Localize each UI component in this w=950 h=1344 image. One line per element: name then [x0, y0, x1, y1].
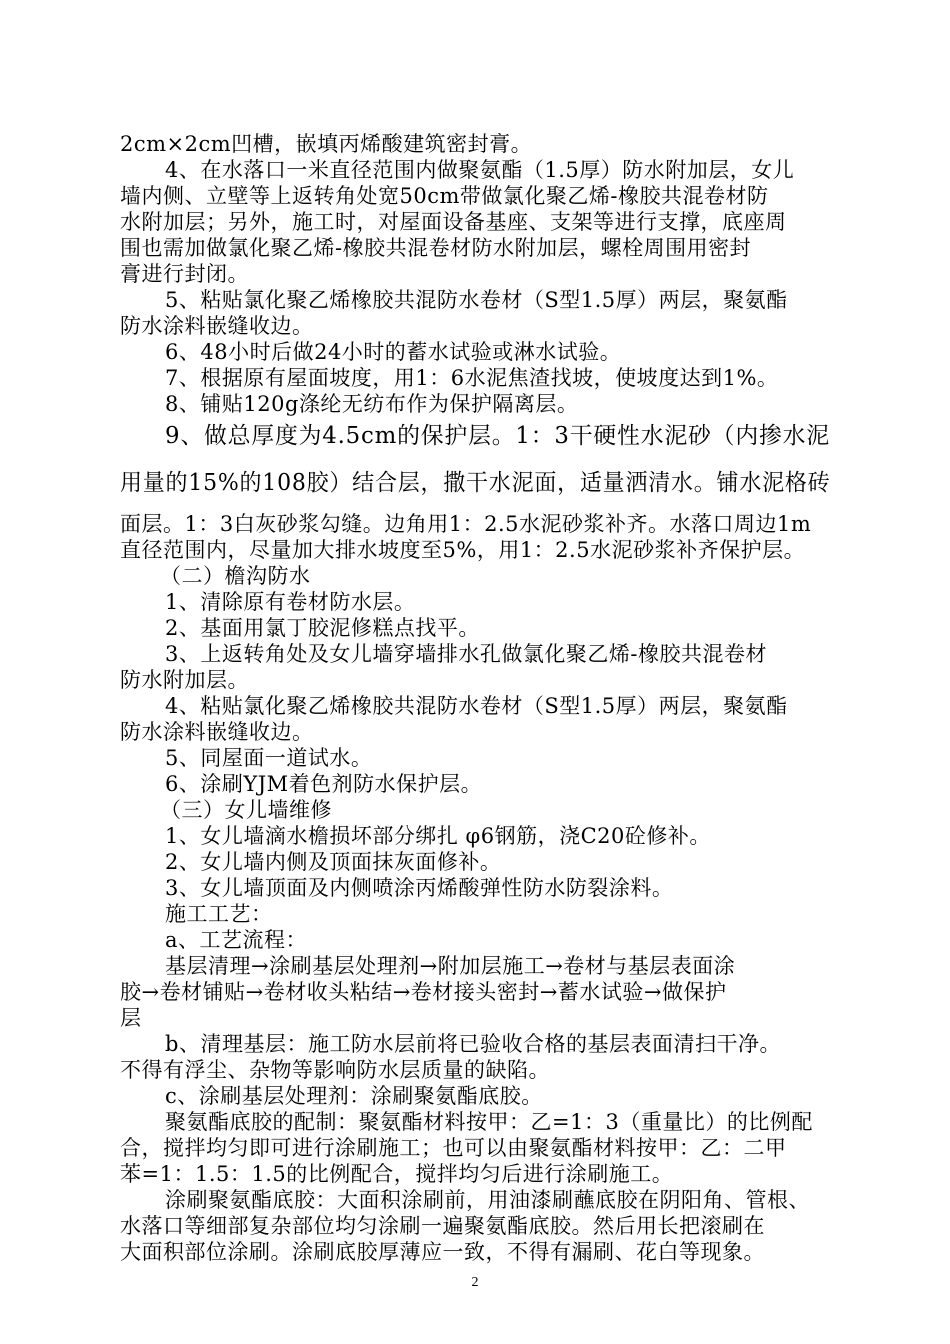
text-line: 面层。1：3白灰砂浆勾缝。边角用1：2.5水泥砂浆补齐。水落口周边1m [120, 512, 812, 536]
text-line: 不得有浮尘、杂物等影响防水层质量的缺陷。 [120, 1058, 550, 1082]
section-heading: （三）女儿墙维修 [160, 798, 332, 822]
text-line: 直径范围内，尽量加大排水坡度至5%，用1：2.5水泥砂浆补齐保护层。 [120, 538, 806, 562]
text-line: 1、女儿墙滴水檐损坏部分绑扎 φ6钢筋，浇C20砼修补。 [165, 824, 711, 848]
text-line: 8、铺贴120g涤纶无纺布作为保护隔离层。 [165, 392, 579, 416]
text-line: 水附加层；另外，施工时，对屋面设备基座、支架等进行支撑，底座周 [120, 210, 787, 234]
text-line: 2、女儿墙内侧及顶面抹灰面修补。 [165, 850, 502, 874]
text-line: 围也需加做氯化聚乙烯-橡胶共混卷材防水附加层，螺栓周围用密封 [120, 236, 752, 260]
text-line: 大面积部位涂刷。涂刷底胶厚薄应一致，不得有漏刷、花白等现象。 [120, 1240, 765, 1264]
text-line: 6、48小时后做24小时的蓄水试验或淋水试验。 [165, 340, 622, 364]
text-line: 苯=1：1.5：1.5的比例配合，搅拌均匀后进行涂刷施工。 [120, 1162, 674, 1186]
text-line: 防水附加层。 [120, 668, 249, 692]
text-line: 水落口等细部复杂部位均匀涂刷一遍聚氨酯底胶。然后用长把滚刷在 [120, 1214, 765, 1238]
text-line: a、工艺流程： [165, 928, 308, 952]
text-line: 基层清理→涂刷基层处理剂→附加层施工→卷材与基层表面涂 [165, 954, 736, 978]
text-line: 胶→卷材铺贴→卷材收头粘结→卷材接头密封→蓄水试验→做保护 [120, 980, 727, 1004]
text-line: 施工工艺： [165, 902, 273, 926]
section-heading: （二）檐沟防水 [160, 564, 311, 588]
text-line: 用量的15%的108胶）结合层，撒干水泥面，适量洒清水。铺水泥格砖 [120, 470, 831, 496]
text-line: 1、清除原有卷材防水层。 [165, 590, 416, 614]
text-line: 4、粘贴氯化聚乙烯橡胶共混防水卷材（S型1.5厚）两层，聚氨酯 [165, 694, 788, 718]
text-line: 聚氨酯底胶的配制：聚氨酯材料按甲：乙=1：3（重量比）的比例配 [165, 1110, 813, 1134]
text-line: 防水涂料嵌缝收边。 [120, 314, 314, 338]
text-line: 2、基面用氯丁胶泥修糕点找平。 [165, 616, 480, 640]
page-number: 2 [471, 1275, 479, 1290]
text-line: 7、根据原有屋面坡度，用1：6水泥焦渣找坡，使坡度达到1%。 [165, 366, 779, 390]
text-line: 5、同屋面一道试水。 [165, 746, 373, 770]
text-line: 4、在水落口一米直径范围内做聚氨酯（1.5厚）防水附加层，女儿 [165, 158, 795, 182]
text-line: 涂刷聚氨酯底胶：大面积涂刷前，用油漆刷蘸底胶在阴阳角、管根、 [165, 1188, 810, 1212]
text-line: 2cm×2cm凹槽，嵌填丙烯酸建筑密封膏。 [120, 132, 533, 156]
text-line: 层 [120, 1006, 142, 1030]
text-line: 6、涂刷YJM着色剂防水保护层。 [165, 772, 483, 796]
text-line: 膏进行封闭。 [120, 262, 249, 286]
text-line: 3、女儿墙顶面及内侧喷涂丙烯酸弹性防水防裂涂料。 [165, 876, 674, 900]
text-line: 防水涂料嵌缝收边。 [120, 720, 314, 744]
text-line: b、清理基层：施工防水层前将已验收合格的基层表面清扫干净。 [165, 1032, 781, 1056]
text-line: 合，搅拌均匀即可进行涂刷施工；也可以由聚氨酯材料按甲：乙：二甲 [120, 1136, 787, 1160]
text-line: 3、上返转角处及女儿墙穿墙排水孔做氯化聚乙烯-橡胶共混卷材 [165, 642, 767, 666]
text-line: 9、做总厚度为4.5cm的保护层。1：3干硬性水泥砂（内掺水泥 [165, 423, 830, 449]
text-line: c、涂刷基层处理剂：涂刷聚氨酯底胶。 [165, 1084, 543, 1108]
text-line: 墙内侧、立壁等上返转角处宽50cm带做氯化聚乙烯-橡胶共混卷材防 [120, 184, 769, 208]
text-line: 5、粘贴氯化聚乙烯橡胶共混防水卷材（S型1.5厚）两层，聚氨酯 [165, 288, 788, 312]
